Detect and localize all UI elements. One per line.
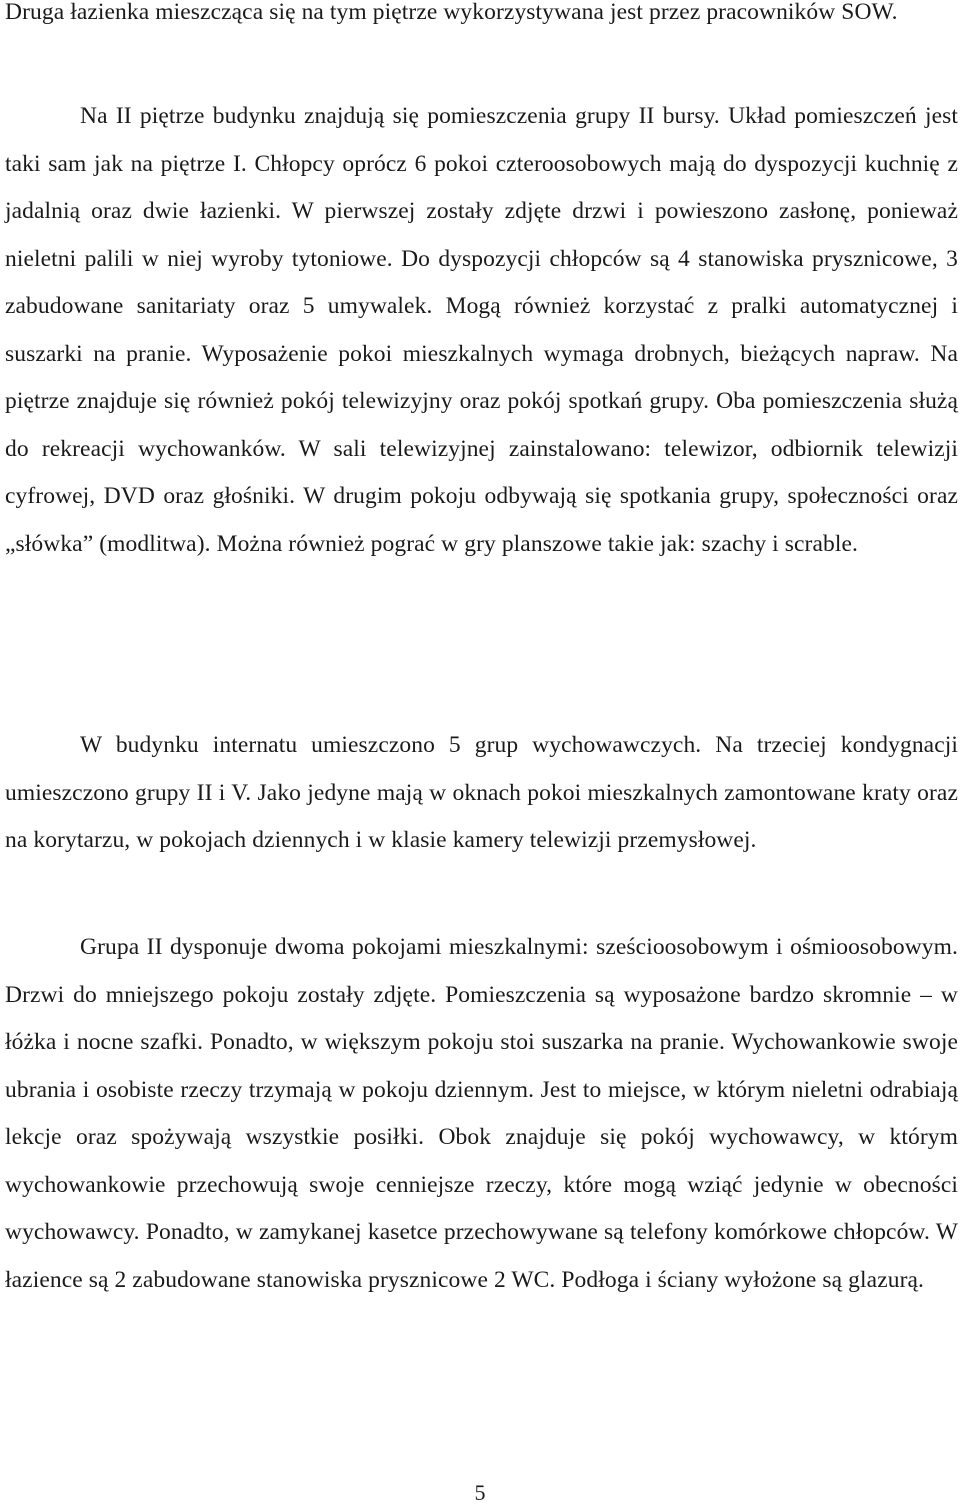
paragraph-bathroom: Druga łazienka mieszcząca się na tym piętrze wykorzystywana jest przez pracowników SOW. — [5, 0, 898, 25]
paragraph-group-two: Grupa II dysponuje dwoma pokojami mieszkalnymi: sześcioosobowym i ośmioosobowym. Drzwi do mniejszego pokoju zostały zdjęte. Pomieszczenia są wyposażone bardzo skromnie – w łóżka i nocne szafki. Ponadto, w większym pokoju stoi suszarka na pranie. Wychowankowie swoje ubrania i osobiste rzeczy trzymają w pokoju dziennym. Jest to miejsce, w którym nieletni odrabiają lekcje oraz spożywają wszystkie posiłki. Obok znajduje się pokój wychowawcy, w którym wychowankowie przechowują swoje cenniejsze rzeczy, które mogą wziąć jedynie w obecności wychowawcy. Ponadto, w zamykanej kasetce przechowywane są telefony komórkowe chłopców. W łazience są 2 zabudowane stanowiska prysznicowe 2 WC. Podłoga i ściany wyłożone są glazurą. — [5, 934, 958, 1293]
paragraph-boarding-groups: W budynku internatu umieszczono 5 grup wychowawczych. Na trzeciej kondygnacji umieszczono grupy II i V. Jako jedyne mają w oknach pokoi mieszkalnych zamontowane kraty oraz na korytarzu, w pokojach dziennych i w klasie kamery telewizji przemysłowej. — [5, 732, 958, 853]
page-number: 5 — [474, 1480, 486, 1505]
paragraph-second-floor: Na II piętrze budynku znajdują się pomieszczenia grupy II bursy. Układ pomieszczeń jest taki sam jak na piętrze I. Chłopcy oprócz 6 pokoi czteroosobowych mają do dyspozycji kuchnię z jadalnią oraz dwie łazienki. W pierwszej zostały zdjęte drzwi i powieszono zasłonę, ponieważ nieletni palili w niej wyroby tytoniowe. Do dyspozycji chłopców są 4 stanowiska prysznicowe, 3 zabudowane sanitariaty oraz 5 umywalek. Mogą również korzystać z pralki automatycznej i suszarki na pranie. Wyposażenie pokoi mieszkalnych wymaga drobnych, bieżących napraw. Na piętrze znajduje się również pokój telewizyjny oraz pokój spotkań grupy. Oba pomieszczenia służą do rekreacji wychowanków. W sali telewizyjnej zainstalowano: telewizor, odbiornik telewizji cyfrowej, DVD oraz głośniki. W drugim pokoju odbywają się spotkania grupy, społeczności oraz „słówka” (modlitwa). Można również pograć w gry planszowe takie jak: szachy i scrable. — [5, 103, 958, 557]
